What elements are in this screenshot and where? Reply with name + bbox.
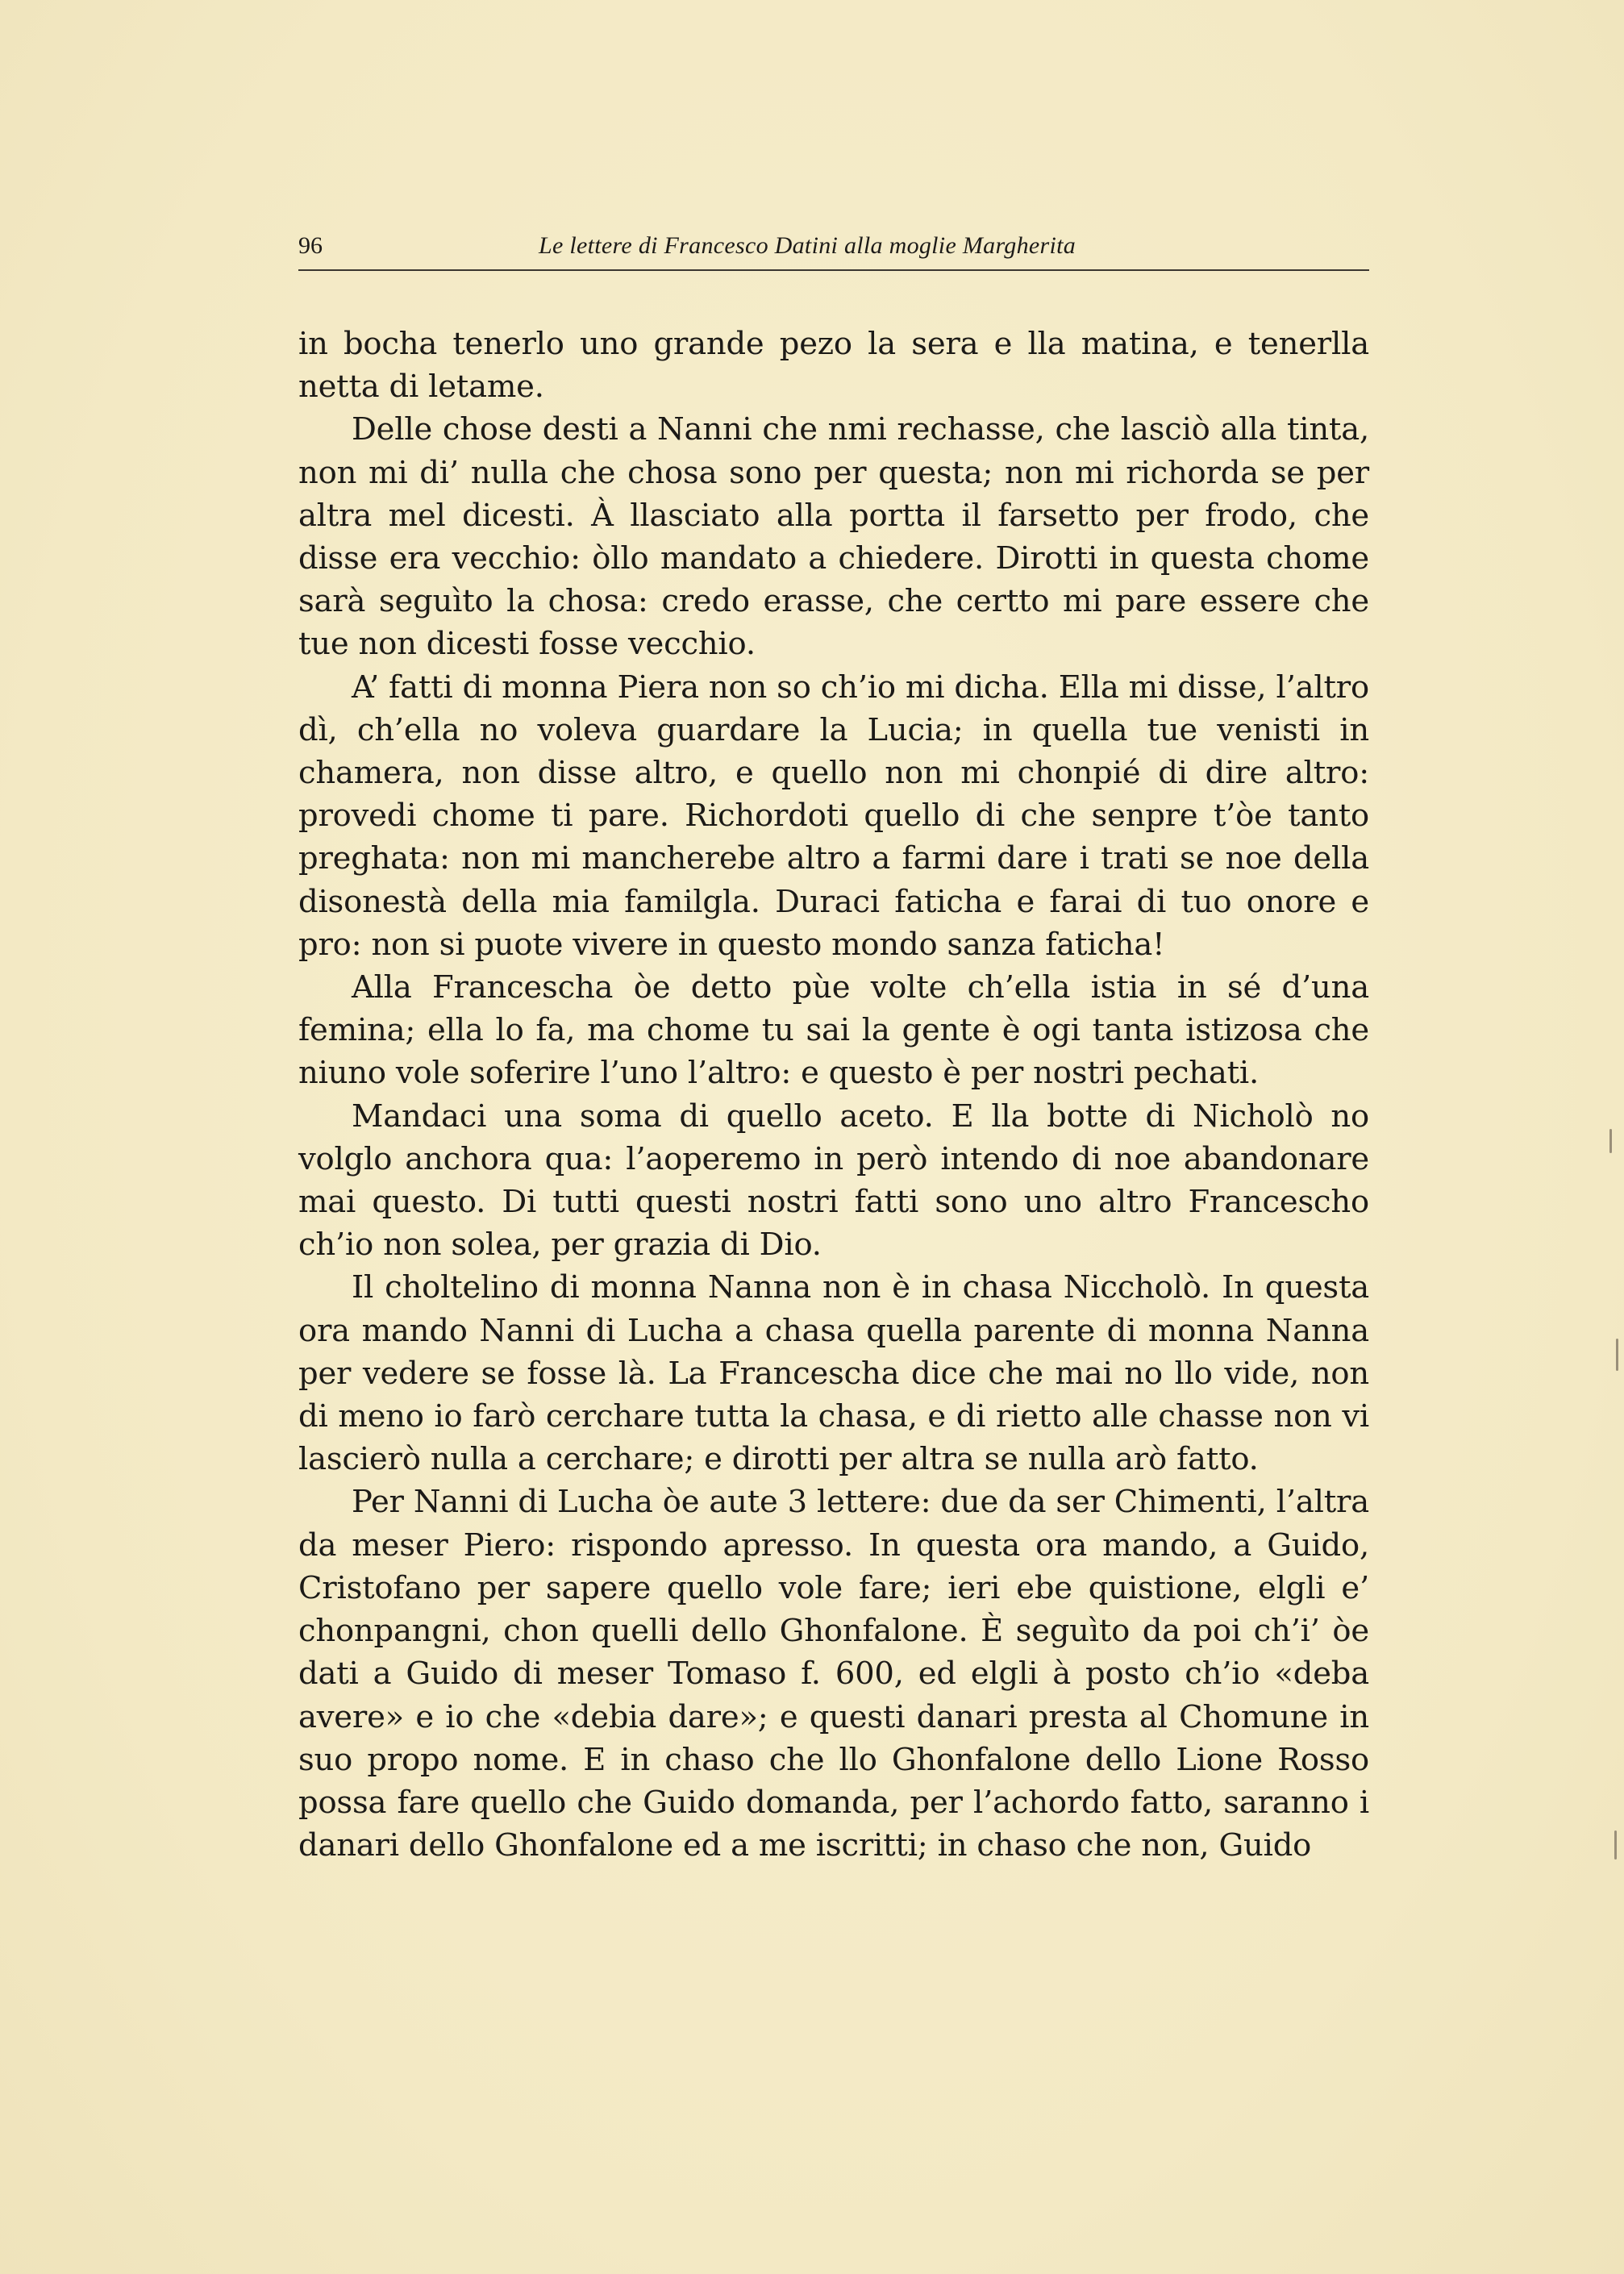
margin-mark [1609,1129,1612,1153]
paragraph-2: Delle chose desti a Nanni che nmi rechasse, che lasciò alla tinta, non mi di’ nulla che chosa sono per questa; non mi richorda se per altra mel dicesti. À llasciato alla portta il farsetto per frodo, che disse era vecchio: òllo mandato a chiedere. Dirotti in questa chome sarà seguìto la chosa: credo erasse, che certto mi pare essere che tue non dicesti fosse vecchio. [298,411,1369,663]
running-title: Le lettere di Francesco Datini alla moglie Margherita [539,232,1076,259]
paragraph-5: Mandaci una soma di quello aceto. E lla botte di Nicholò no volglo anchora qua: l’aoperemo in però intendo di noe abandonare mai questo. Di tutti questi nostri fatti sono uno altro Franceschо ch’io non solea, per grazia di Dio. [298,1097,1369,1264]
body-text [298,323,1369,1867]
paragraph-7: Per Nanni di Lucha òe aute 3 lettere: due da ser Chimenti, l’altra da meser Piero: rispondo apresso. In questa ora mando, a Guido, Cristofano per sapere quello vole fare; ieri ebe quistione, elgli e’ chonpangni, chon quelli dello Ghonfalone. È seguìto da poi ch’i’ òe dati a Guido di meser Tomaso f. 600, ed elgli à posto ch’io «deba avere» e io che «debia dare»; e questi danari presta al Chomune in suo propo nome. E in chaso che llo Ghonfalone dello Lione Rosso possa fare quello che Guido domanda, per l’achordo fatto, saranno i danari dello Ghonfalone ed a me iscritti; in chaso che non, Guido [298,1484,1369,1864]
margin-mark [1614,1830,1617,1860]
paragraph-6: Il choltelino di monna Nanna non è in chasa Nicchоlò. In questa ora mando Nanni di Lucha a chasa quella parente di monna Nanna per vedere se fosse là. La Francescha dice che mai no llo vide, non di meno io farò cerchare tutta la chasa, e di rietto alle chasse non vi lascierò nulla a cerchare; e dirotti per altra se nulla arò fatto. [298,1269,1369,1478]
paragraph-3: A’ fatti di monna Piera non so ch’io mi dicha. Ella mi disse, l’altro dì, ch’ella no voleva guardare la Lucia; in quella tue venisti in chamera, non disse altro, e quello non mi chonpié di dire altro: provedi chome ti pare. Richordoti quello di che senpre t’òe tanto preghata: non mi mancherebe altro a farmi dare i trati se noe della disonestà della mia familgla. Duraci faticha e farai di tuo onore e pro: non si puote vivere in questo mondo sanza faticha! [298,668,1369,963]
page-number: 96 [298,232,323,259]
margin-mark [1616,1339,1618,1371]
paragraph-4: Alla Francescha òe detto pùe volte ch’ella istia in sé d’una femina; ella lo fa, ma chome tu sai la gente è ogi tanta istizosa che niuno vole soferire l’uno l’altro: e questo è per nostri pechati. [298,969,1369,1092]
page-header [298,227,1369,271]
paragraph-1: in bocha tenerlo uno grande pezo la sera e lla matina, e tenerlla netta di letame. [298,326,1369,406]
